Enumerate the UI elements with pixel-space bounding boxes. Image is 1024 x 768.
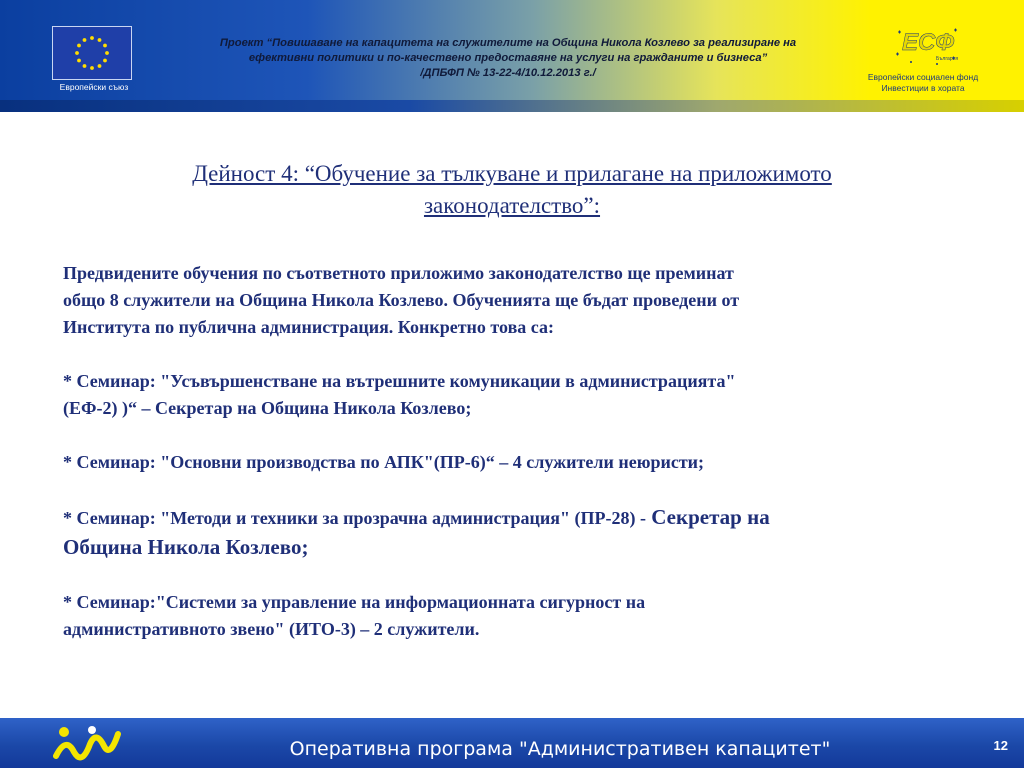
eu-flag-icon [52,26,132,80]
esf-caption-line: Инвестиции в хората [881,83,965,93]
seminar-line: * Семинар: "Усъвършенстване на вътрешните комуникации в администрацията" [63,371,736,391]
page-number: 12 [993,738,1008,753]
slide-title [60,158,964,222]
intro-line: общо 8 служители на Община Никола Козлево. Обученията ще бъдат проведени от [63,290,740,310]
seminar-line [63,503,973,533]
seminar-item-4 [63,589,973,643]
esf-caption [862,72,984,94]
slide-body [63,260,973,670]
project-line: ефективни политики и по-качествено предоставяне на услуги на гражданите и бизнеса” [248,52,768,64]
seminar-line: * Семинар: "Основни производства по АПК"(ПР-6)“ – 4 служители неюристи; [63,452,705,472]
seminar-line: административното звено" (ИТО-3) – 2 служители. [63,619,480,639]
intro-line: Предвидените обучения по съответното приложимо законодателство ще преминат [63,263,734,283]
eu-logo-block [48,22,140,100]
project-line: /ДПБФП № 13-22-4/10.12.2013 г./ [420,67,596,79]
esf-country-text: България [936,56,959,62]
seminar-line: Община Никола Козлево; [63,535,309,559]
program-name: Оперативна програма "Административен капацитет" [289,738,831,760]
seminar-line: * Семинар:"Системи за управление на информационната сигурност на [63,592,646,612]
seminar-text-emphasis: Секретар на [646,505,770,529]
project-description [158,36,858,81]
esf-logo-text: ЕСФ [902,29,955,56]
esf-logo-icon [892,24,964,70]
eu-caption: Европейски съюз [59,82,129,92]
esf-caption-line: Европейски социален фонд [867,72,979,82]
title-line: законодателство”: [423,193,601,218]
seminar-item-1 [63,368,973,422]
header-bottom-band [0,100,1024,112]
program-logo-icon [52,722,128,768]
intro-line: Института по публична администрация. Конкретно това са: [63,317,555,337]
intro-paragraph [63,260,973,341]
seminar-text: * Семинар: "Методи и техники за прозрачна администрация" (ПР-28) - [63,508,646,528]
seminar-line: (ЕФ-2) )“ – Секретар на Община Никола Козлево; [63,398,472,418]
esf-logo-block [862,22,982,100]
seminar-item-2 [63,449,973,476]
project-line: Проект “Повишаване на капацитета на служителите на Община Никола Козлево за реализиране на [219,37,797,49]
seminar-item-3 [63,503,973,562]
title-line: Дейност 4: “Обучение за тълкуване и прилагане на приложимото [192,161,832,186]
